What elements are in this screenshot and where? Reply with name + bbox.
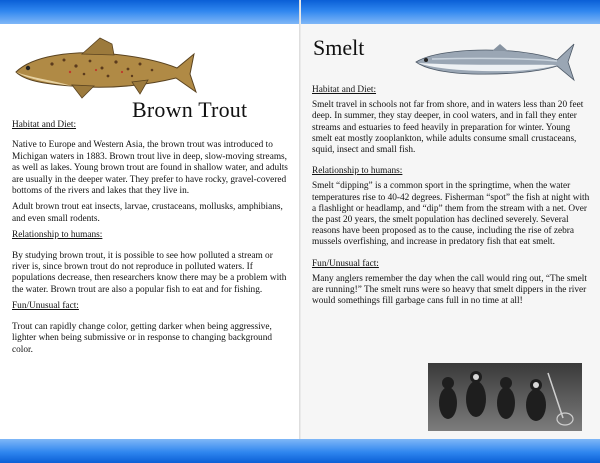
brown-trout-text <box>12 120 290 361</box>
brown-trout-illustration <box>12 34 197 104</box>
trout-relationship-paragraph: By studying brown trout, it is possible to see how polluted a stream or river is, since brown trout do not reproduce in polluted waters. If populations decrease, then researchers know there may be a problem with the water. Brown trout are also a popular fish to eat and for fishing. <box>12 250 287 295</box>
trout-habitat-heading: Habitat and Diet: <box>12 120 77 130</box>
trout-fun-paragraph: Trout can rapidly change color, getting darker when being aggressive, lighter when being submissive or in response to changing background color. <box>12 321 273 355</box>
trout-fun-heading: Fun/Unusual fact: <box>12 301 79 312</box>
bottom-blue-band <box>0 439 600 463</box>
smelt-habitat-paragraph: Smelt travel in schools not far from shore, and in waters less than 20 feet deep. In summer, they stay deeper, in cool waters, and in fall they enter streams and estuaries to feed heavily in preparation for winter. Young smelt eat mostly zooplankton, while adults consume small crustaceans, squid, insect and small fish. <box>312 100 584 156</box>
smelt-fun-heading: Fun/Unusual fact: <box>312 258 379 269</box>
smelt-text <box>312 85 592 312</box>
smelt-title: Smelt <box>313 35 365 60</box>
page-fold <box>299 0 301 463</box>
smelt-relationship-paragraph: Smelt “dipping” is a common sport in the springtime, when the water temperatures rise to 40-42 degrees. Fisherman “spot” the fish at night with a flashlight or headlamp, and “dip” them from the stream with a net. Over the past 20 years, the smelt population has declined severely. Several reasons have been proposed as to the cause, including the rise of zebra mussels overfishing, and increase in predatory fish that eat smelt. <box>312 181 590 248</box>
smelt-relationship-heading: Relationship to humans: <box>312 166 403 177</box>
trout-habitat-paragraph: Native to Europe and Western Asia, the brown trout was introduced to Michigan waters in 1883. Brown trout live in deep, slow-moving streams, as well as lakes. Young brown trout are found in shallow water, and adults are usually in the deeper water. They prefer to have rocky, gravel-covered bottoms of the rivers and lakes that they live in. <box>12 140 288 197</box>
smelt-illustration <box>412 38 577 83</box>
smelt-fun-paragraph: Many anglers remember the day when the call would ring out, “The smelt are running!” The smelt runs were so heavy that smelt dippers in the river would somethings fill garbage cans full in no time at all! <box>312 273 587 307</box>
smelt-dippers-photo <box>428 363 582 431</box>
trout-relationship-heading: Relationship to humans: <box>12 230 103 241</box>
trout-diet-paragraph: Adult brown trout eat insects, larvae, crustaceans, mollusks, amphibians, and even small rodents. <box>12 202 283 224</box>
brown-trout-title: Brown Trout <box>132 97 248 122</box>
smelt-habitat-heading: Habitat and Diet: <box>312 85 377 95</box>
